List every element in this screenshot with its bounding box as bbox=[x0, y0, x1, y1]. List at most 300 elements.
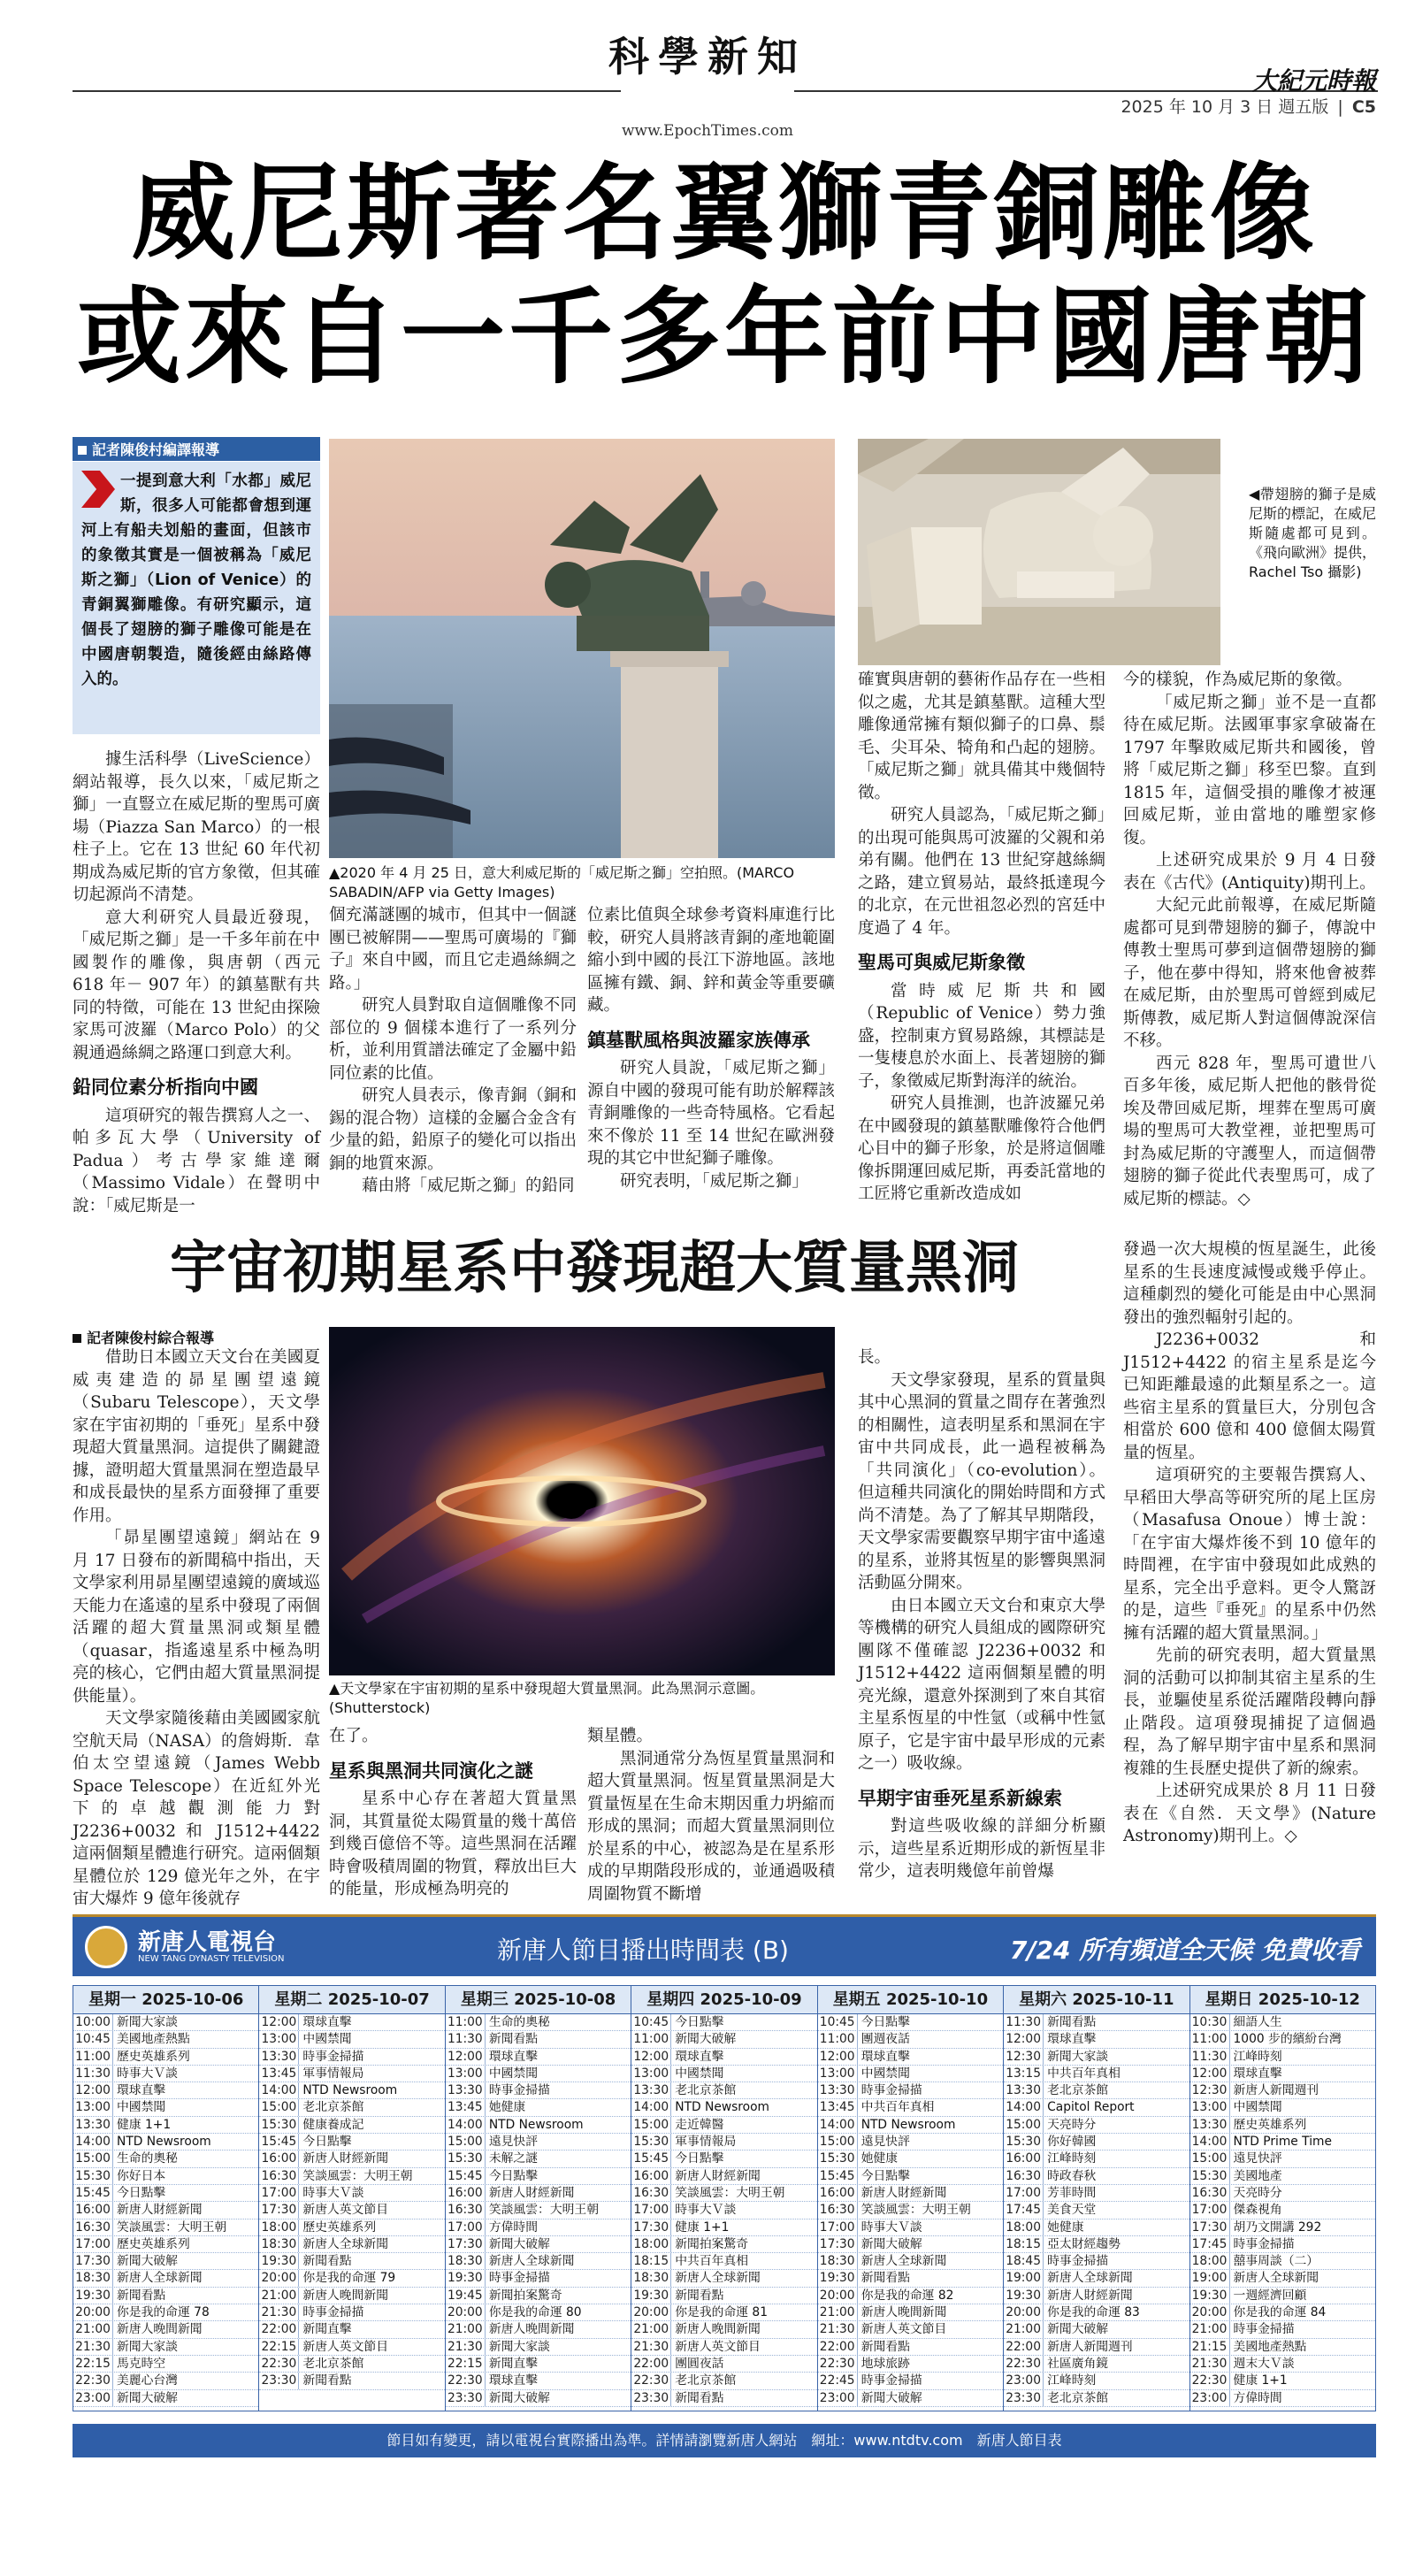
schedule-row bbox=[1004, 2049, 1189, 2066]
schedule-row bbox=[73, 2253, 258, 2270]
schedule-row bbox=[1190, 2270, 1375, 2287]
schedule-row bbox=[1190, 2220, 1375, 2236]
schedule-program: 你好韓國 bbox=[1047, 2135, 1097, 2150]
schedule-time: 22:30 bbox=[1004, 2356, 1044, 2372]
schedule-row bbox=[631, 2014, 816, 2031]
schedule-program: 軍事情報局 bbox=[302, 2066, 364, 2081]
schedule-row bbox=[73, 2168, 258, 2185]
schedule-day-header: 星期六 2025-10-11 bbox=[1004, 1986, 1189, 2014]
schedule-time: 17:00 bbox=[1004, 2185, 1044, 2201]
schedule-time: 15:30 bbox=[446, 2150, 486, 2166]
schedule-row bbox=[818, 2356, 1003, 2373]
schedule-row bbox=[818, 2066, 1003, 2082]
schedule-row bbox=[1190, 2339, 1375, 2356]
schedule-time: 15:30 bbox=[259, 2117, 299, 2133]
schedule-time: 23:30 bbox=[1004, 2390, 1044, 2406]
schedule-program: 時政春秋 bbox=[1047, 2168, 1097, 2183]
schedule-program: 你是我的命運 81 bbox=[675, 2305, 768, 2320]
schedule-row bbox=[446, 2082, 631, 2099]
schedule-row bbox=[1004, 2066, 1189, 2082]
schedule-program: 時事大Ｖ談 bbox=[117, 2066, 178, 2081]
schedule-row bbox=[818, 2117, 1003, 2134]
subhead: 鉛同位素分析指向中國 bbox=[73, 1077, 258, 1098]
schedule-row bbox=[446, 2339, 631, 2356]
schedule-program: NTD Newsroom bbox=[488, 2117, 584, 2132]
schedule-row bbox=[73, 2390, 258, 2407]
schedule-time: 18:30 bbox=[818, 2253, 858, 2269]
schedule-row bbox=[259, 2220, 444, 2236]
schedule-time: 22:30 bbox=[446, 2373, 486, 2388]
schedule-row bbox=[259, 2339, 444, 2356]
schedule-time: 17:30 bbox=[818, 2236, 858, 2252]
schedule-day-column bbox=[818, 1986, 1004, 2411]
schedule-row bbox=[1190, 2236, 1375, 2253]
schedule-program: 環球直擊 bbox=[488, 2373, 539, 2388]
schedule-day-column bbox=[1190, 1986, 1375, 2411]
article2-photo-caption: ▲天文學家在宇宙初期的星系中發現超大質量黑洞。此為黑洞示意圖。(Shutterstock) bbox=[329, 1680, 765, 1716]
schedule-time: 16:00 bbox=[259, 2150, 299, 2166]
schedule-row bbox=[1004, 2168, 1189, 2185]
schedule-program: 新唐人全球新聞 bbox=[675, 2271, 761, 2286]
schedule-program: 新唐人英文節目 bbox=[302, 2339, 388, 2354]
schedule-row bbox=[73, 2031, 258, 2048]
schedule-day-column bbox=[631, 1986, 817, 2411]
schedule-program: NTD Newsroom bbox=[117, 2135, 211, 2150]
schedule-time: 22:00 bbox=[631, 2356, 671, 2372]
black-hole-photo bbox=[329, 1327, 835, 1675]
schedule-program: 今日點擊 bbox=[860, 2015, 910, 2029]
schedule-program: 芳菲時間 bbox=[1047, 2185, 1097, 2200]
schedule-row bbox=[1190, 2253, 1375, 2270]
schedule-row bbox=[818, 2373, 1003, 2389]
schedule-time: 15:00 bbox=[1190, 2150, 1230, 2166]
schedule-program: 軍事情報局 bbox=[675, 2135, 737, 2150]
schedule-row bbox=[631, 2031, 816, 2048]
schedule-row bbox=[446, 2373, 631, 2389]
schedule-row bbox=[259, 2117, 444, 2134]
schedule-program: 新聞大破解 bbox=[488, 2390, 550, 2405]
schedule-row bbox=[1004, 2373, 1189, 2389]
paragraph: 天文學家發現，星系的質量與其中心黑洞的質量之間存在著強烈的相關性，這表明星系和黑洞在宇宙中共同成長，此一過程被稱為「共同演化」（co-evolution）。但這種共同演化的開始時間和方式尚不清楚。為了了解其早期階段，天文學家需要觀察早期宇宙中遙遠的星系，並將其恆星的影響與黑洞活動區分開來。 bbox=[858, 1370, 1105, 1592]
schedule-program: 笑談風雲：大明王朝 bbox=[302, 2168, 413, 2183]
schedule-day-header: 星期一 2025-10-06 bbox=[73, 1986, 258, 2014]
schedule-time: 14:00 bbox=[1004, 2099, 1044, 2115]
schedule-row bbox=[259, 2082, 444, 2099]
schedule-row bbox=[1190, 2150, 1375, 2167]
schedule-program: 亞太財經趨勢 bbox=[1047, 2236, 1121, 2251]
schedule-row bbox=[631, 2304, 816, 2321]
schedule-program: 新聞看點 bbox=[675, 2288, 724, 2303]
schedule-time: 21:30 bbox=[259, 2304, 299, 2320]
schedule-row bbox=[818, 2031, 1003, 2048]
schedule-time: 20:00 bbox=[1004, 2304, 1044, 2320]
photo2-caption: ◀帶翅膀的獅子是威尼斯的標記，在威尼斯隨處都可見到。《飛向歐洲》提供，Rachel Tso 攝影) bbox=[1249, 486, 1377, 580]
schedule-program: 中國禁聞 bbox=[117, 2100, 166, 2115]
paragraph: 對這些吸收線的詳細分析顯示，這些星系近期形成的新恆星非常少，這表明幾億年前曾爆 bbox=[858, 1817, 1105, 1881]
schedule-time: 10:45 bbox=[818, 2014, 858, 2030]
schedule-program: 中國禁聞 bbox=[1233, 2100, 1282, 2115]
article2-byline-text: 記者陳俊村綜合報導 bbox=[87, 1330, 215, 1346]
schedule-row bbox=[73, 2373, 258, 2389]
schedule-row bbox=[631, 2288, 816, 2304]
schedule-row bbox=[818, 2390, 1003, 2407]
schedule-time: 12:00 bbox=[818, 2049, 858, 2065]
schedule-time: 22:30 bbox=[818, 2356, 858, 2372]
schedule-time: 18:00 bbox=[259, 2220, 299, 2235]
schedule-program: 新聞大家談 bbox=[1047, 2049, 1109, 2064]
schedule-time: 15:30 bbox=[631, 2134, 671, 2150]
schedule-time: 12:00 bbox=[1004, 2031, 1044, 2047]
paragraph: 位素比值與全球參考資料庫進行比較，研究人員將該青銅的產地範圍縮小到中國的長江下游地區。該地區擁有鐵、銅、鋅和黃金等重要礦藏。 bbox=[587, 906, 835, 1015]
schedule-row bbox=[818, 2236, 1003, 2253]
schedule-program: 你是我的命運 80 bbox=[488, 2305, 582, 2320]
schedule-time: 12:00 bbox=[446, 2049, 486, 2065]
schedule-time: 21:15 bbox=[1190, 2339, 1230, 2355]
schedule-program: 新聞大破解 bbox=[117, 2254, 178, 2269]
schedule-time: 16:00 bbox=[631, 2168, 671, 2184]
schedule-program: 老北京茶館 bbox=[302, 2100, 364, 2115]
schedule-program: 她健康 bbox=[860, 2151, 899, 2166]
schedule-day-column bbox=[259, 1986, 445, 2411]
schedule-time: 14:00 bbox=[631, 2099, 671, 2115]
schedule-program: 時事金掃描 bbox=[302, 2305, 364, 2320]
schedule-program: 新聞大破解 bbox=[860, 2236, 922, 2251]
schedule-program: 環球直擊 bbox=[1233, 2066, 1282, 2081]
photo1-caption: ▲2020 年 4 月 25 日，意大利威尼斯的「威尼斯之獅」空拍照。(MARCO SABADIN/AFP via Getty Images) bbox=[329, 864, 795, 901]
schedule-time: 21:00 bbox=[73, 2321, 113, 2337]
schedule-time: 20:00 bbox=[818, 2288, 858, 2304]
schedule-program: 方偉時間 bbox=[488, 2220, 539, 2235]
schedule-time: 17:30 bbox=[631, 2220, 671, 2235]
schedule-time: 14:00 bbox=[446, 2117, 486, 2133]
schedule-time: 18:00 bbox=[631, 2236, 671, 2252]
schedule-row bbox=[73, 2304, 258, 2321]
schedule-time: 15:30 bbox=[1004, 2134, 1044, 2150]
article2-headline: 宇宙初期星系中發現超大質量黑洞 bbox=[170, 1236, 1019, 1301]
schedule-program: 新聞看點 bbox=[302, 2373, 352, 2388]
schedule-time: 21:30 bbox=[631, 2339, 671, 2355]
schedule-program: 新聞直擊 bbox=[302, 2322, 352, 2337]
schedule-time: 16:30 bbox=[1190, 2185, 1230, 2201]
schedule-row bbox=[446, 2236, 631, 2253]
schedule-time: 13:15 bbox=[1004, 2066, 1044, 2082]
schedule-time: 17:00 bbox=[818, 2220, 858, 2235]
schedule-row bbox=[259, 2150, 444, 2167]
schedule-program: 時事大Ｖ談 bbox=[675, 2203, 737, 2218]
schedule-program: 笑談風雲：大明王朝 bbox=[860, 2203, 971, 2218]
schedule-row bbox=[1004, 2288, 1189, 2304]
schedule-time: 15:45 bbox=[259, 2134, 299, 2150]
schedule-program: 老北京茶館 bbox=[675, 2373, 737, 2388]
schedule-program: 健康養成記 bbox=[302, 2117, 364, 2132]
schedule-row bbox=[73, 2082, 258, 2099]
schedule-time: 10:45 bbox=[631, 2014, 671, 2030]
schedule-row bbox=[446, 2270, 631, 2287]
schedule-program: 新唐人全球新聞 bbox=[302, 2236, 388, 2251]
schedule-time: 13:45 bbox=[259, 2066, 299, 2082]
article1-headline-1: 威尼斯著名翼獅青銅雕像 bbox=[130, 151, 1318, 274]
schedule-program: 今日點擊 bbox=[117, 2185, 166, 2200]
schedule-row bbox=[259, 2236, 444, 2253]
schedule-program: 美麗心台灣 bbox=[117, 2373, 178, 2388]
schedule-time: 15:00 bbox=[818, 2134, 858, 2150]
schedule-time: 23:00 bbox=[1190, 2390, 1230, 2406]
schedule-row bbox=[1190, 2099, 1375, 2116]
schedule-row bbox=[818, 2014, 1003, 2031]
schedule-time: 21:00 bbox=[1004, 2321, 1044, 2337]
schedule-row bbox=[1190, 2321, 1375, 2338]
schedule-row bbox=[446, 2288, 631, 2304]
schedule-row bbox=[73, 2339, 258, 2356]
schedule-row bbox=[446, 2168, 631, 2185]
schedule-program: 你是我的命運 82 bbox=[860, 2288, 954, 2303]
schedule-row bbox=[631, 2253, 816, 2270]
schedule-program: 健康 1+1 bbox=[117, 2117, 172, 2132]
schedule-time: 13:00 bbox=[446, 2066, 486, 2082]
schedule-time: 13:00 bbox=[73, 2099, 113, 2115]
schedule-time: 12:00 bbox=[73, 2082, 113, 2098]
subhead: 聖馬可與威尼斯象徵 bbox=[858, 952, 1025, 973]
paragraph: J2236+0032 和 J1512+4422 的宿主星系是迄今已知距離最遠的此類星系之一。這些宿主星系的質量巨大，分別包含相當於 600 億和 400 億個太陽質量的恆星。 bbox=[1123, 1330, 1376, 1462]
section-title: 科學新知 bbox=[608, 33, 807, 80]
schedule-program: 美食天堂 bbox=[1047, 2203, 1097, 2218]
paper-logo: 大紀元時報 bbox=[1251, 66, 1376, 96]
schedule-time: 12:30 bbox=[1190, 2082, 1230, 2098]
schedule-row bbox=[446, 2253, 631, 2270]
schedule-program: 新聞拍案驚奇 bbox=[488, 2288, 562, 2303]
schedule-program: 細語人生 bbox=[1233, 2015, 1282, 2029]
schedule-row bbox=[1004, 2339, 1189, 2356]
schedule-time: 22:00 bbox=[818, 2339, 858, 2355]
schedule-row bbox=[259, 2253, 444, 2270]
schedule-row bbox=[259, 2202, 444, 2219]
schedule-row bbox=[259, 2099, 444, 2116]
schedule-program: 新唐人英文節目 bbox=[860, 2322, 947, 2337]
schedule-program: 江峰時刻 bbox=[1233, 2049, 1282, 2064]
paragraph: 「昴星團望遠鏡」網站在 9 月 17 日發布的新聞稿中指出，天文學家利用昴星團望遠鏡的廣域巡天能力在遙遠的星系中發現了兩個活躍的超大質量黑洞或類星體（quasar，指遙遠星系中極為明亮的核心，它們由超大質量黑洞提供能量）。 bbox=[73, 1529, 320, 1706]
schedule-row bbox=[446, 2066, 631, 2082]
schedule-time: 23:30 bbox=[631, 2390, 671, 2406]
schedule-program: 方偉時間 bbox=[1233, 2390, 1282, 2405]
schedule-row bbox=[818, 2082, 1003, 2099]
schedule-program: 新唐人財經新聞 bbox=[117, 2203, 203, 2218]
schedule-row bbox=[73, 2185, 258, 2202]
schedule-program: 新唐人財經新聞 bbox=[860, 2185, 947, 2200]
schedule-row bbox=[73, 2014, 258, 2031]
schedule-row bbox=[631, 2373, 816, 2389]
schedule-time: 18:15 bbox=[631, 2253, 671, 2269]
schedule-time: 15:00 bbox=[73, 2150, 113, 2166]
schedule-program: 你是我的命運 84 bbox=[1233, 2305, 1327, 2320]
schedule-row bbox=[1004, 2031, 1189, 2048]
schedule-program: 新唐人新聞週刊 bbox=[1047, 2339, 1133, 2354]
schedule-row bbox=[1004, 2253, 1189, 2270]
schedule-program: 新聞大破解 bbox=[860, 2390, 922, 2405]
schedule-program: 新聞看點 bbox=[860, 2339, 910, 2354]
schedule-time: 23:30 bbox=[446, 2390, 486, 2406]
schedule-time: 15:30 bbox=[818, 2150, 858, 2166]
schedule-time: 16:00 bbox=[818, 2185, 858, 2201]
issue-date: 2025 年 10 月 3 日 週五版 bbox=[1121, 97, 1329, 117]
schedule-row bbox=[446, 2049, 631, 2066]
schedule-day-header: 星期二 2025-10-07 bbox=[259, 1986, 444, 2014]
schedule-row bbox=[1004, 2150, 1189, 2167]
schedule-day-header: 星期五 2025-10-10 bbox=[818, 1986, 1003, 2014]
ntd-logo: 新唐人電視台 bbox=[138, 1929, 277, 1956]
schedule-row bbox=[1190, 2373, 1375, 2389]
schedule-time: 16:30 bbox=[259, 2168, 299, 2184]
paragraph: 先前的研究表明，超大質量黑洞的活動可以抑制其宿主星系的生長，並驅使星系從活躍階段轉向靜止階段。這項發現捕捉了這個過程，為了解早期宇宙中星系和黑洞複雜的生長歷史提供了新的線索。 bbox=[1123, 1646, 1376, 1778]
schedule-program: 笑談風雲：大明王朝 bbox=[488, 2203, 600, 2218]
schedule-time: 22:30 bbox=[631, 2373, 671, 2388]
schedule-program: 遠見快評 bbox=[488, 2135, 539, 2150]
schedule-time: 20:00 bbox=[631, 2304, 671, 2320]
schedule-row bbox=[1004, 2185, 1189, 2202]
schedule-row bbox=[631, 2150, 816, 2167]
schedule-time: 15:30 bbox=[1190, 2168, 1230, 2184]
schedule-time: 17:00 bbox=[446, 2220, 486, 2235]
schedule-time: 17:30 bbox=[73, 2253, 113, 2269]
paragraph: 確實與唐朝的藝術作品存在一些相似之處，尤其是鎮墓獸。這種大型雕像通常擁有類似獅子的口鼻、鬃毛、尖耳朵、犄角和凸起的翅膀。「威尼斯之獅」就具備其中幾個特徵。 bbox=[858, 671, 1105, 802]
relief-lion-photo bbox=[858, 439, 1220, 665]
schedule-time: 22:45 bbox=[818, 2373, 858, 2388]
schedule-row bbox=[259, 2066, 444, 2082]
paragraph: 研究表明，「威尼斯之獅」 bbox=[620, 1171, 808, 1191]
schedule-row bbox=[73, 2117, 258, 2134]
schedule-program: 社區廣角鏡 bbox=[1047, 2356, 1109, 2371]
schedule-time: 13:00 bbox=[818, 2066, 858, 2082]
paragraph: 藉由將「威尼斯之獅」的鉛同 bbox=[362, 1177, 575, 1195]
schedule-time: 14:00 bbox=[818, 2117, 858, 2133]
schedule-row bbox=[1004, 2202, 1189, 2219]
paragraph: 大紀元此前報導，在威尼斯隨處都可見到帶翅膀的獅子，傳說中傳教士聖馬可夢到這個帶翅膀的獅子，他在夢中得知，將來他會被葬在威尼斯，由於聖馬可曾經到威尼斯傳教，威尼斯人對這個傳說深信不移。 bbox=[1123, 896, 1376, 1050]
schedule-row bbox=[1004, 2321, 1189, 2338]
schedule-day-header: 星期日 2025-10-12 bbox=[1190, 1986, 1375, 2014]
schedule-time: 19:30 bbox=[259, 2253, 299, 2269]
paragraph: 由日本國立天文台和東京大學等機構的研究人員組成的國際研究團隊不僅確認 J2236+0032 和 J1512+4422 這兩個類星體的明亮光線，還意外探測到了來自其宿主星系恆星的中性氫（或稱中性氫原子，它是宇宙中最早形成的元素之一）吸收線。 bbox=[858, 1596, 1105, 1773]
page-number: C5 bbox=[1351, 97, 1376, 117]
article1-lead: 一提到意大利「水都」威尼斯，很多人可能都會想到運河上有船夫划船的畫面，但該市的象徵其實是一個被稱為「威尼斯之獅」（Lion of Venice）的青銅翼獅雕像。有研究顯示，這個長了翅膀的獅子雕像可能是在中國唐朝製造，隨後經由絲路傳入的。 bbox=[81, 472, 311, 688]
paragraph: 研究人員對取自這個雕像不同部位的 9 個樣本進行了一系列分析，並利用質譜法確定了金屬中鉛同位素的比值。 bbox=[329, 996, 577, 1083]
schedule-title: 新唐人節目播出時間表 (B) bbox=[497, 1936, 789, 1965]
schedule-row bbox=[631, 2356, 816, 2373]
schedule-time: 10:30 bbox=[1190, 2014, 1230, 2030]
schedule-time: 11:00 bbox=[818, 2031, 858, 2047]
schedule-time: 19:30 bbox=[1004, 2288, 1044, 2304]
schedule-row bbox=[1004, 2117, 1189, 2134]
schedule-row bbox=[1190, 2185, 1375, 2202]
paragraph: 據生活科學（LiveScience）網站報導，長久以來，「威尼斯之獅」一直豎立在威尼斯的聖馬可廣場（Piazza San Marco）的一根柱子上。它在 13 世紀 60 年代初期成為威尼斯的官方象徵，但其確切起源尚不清楚。 bbox=[73, 750, 320, 904]
schedule-program: 新唐人晚間新聞 bbox=[860, 2305, 947, 2320]
schedule-program: 遠見快評 bbox=[1233, 2151, 1282, 2166]
schedule-row bbox=[631, 2390, 816, 2407]
schedule-row bbox=[818, 2339, 1003, 2356]
schedule-time: 16:30 bbox=[818, 2202, 858, 2218]
schedule-time: 14:00 bbox=[73, 2134, 113, 2150]
schedule-program: 今日點擊 bbox=[488, 2168, 539, 2183]
schedule-program: 今日點擊 bbox=[675, 2151, 724, 2166]
schedule-row bbox=[73, 2202, 258, 2219]
schedule-row bbox=[631, 2202, 816, 2219]
schedule-program: 新聞拍案驚奇 bbox=[675, 2236, 749, 2251]
schedule-row bbox=[818, 2304, 1003, 2321]
schedule-time: 13:30 bbox=[1004, 2082, 1044, 2098]
schedule-row bbox=[446, 2202, 631, 2219]
schedule-time: 15:45 bbox=[446, 2168, 486, 2184]
article2-col4 bbox=[858, 1346, 1105, 1883]
schedule-program: 新唐人晚間新聞 bbox=[117, 2322, 203, 2337]
schedule-time: 16:00 bbox=[1004, 2150, 1044, 2166]
schedule-time: 16:30 bbox=[1004, 2168, 1044, 2184]
schedule-row bbox=[73, 2270, 258, 2287]
schedule-row bbox=[73, 2049, 258, 2066]
schedule-time: 15:45 bbox=[818, 2168, 858, 2184]
schedule-program: 老北京茶館 bbox=[675, 2083, 737, 2098]
paragraph: 今的樣貌，作為威尼斯的象徵。 bbox=[1123, 671, 1353, 689]
schedule-row bbox=[631, 2134, 816, 2150]
site-url: www.EpochTimes.com bbox=[622, 122, 793, 140]
schedule-time: 23:00 bbox=[73, 2390, 113, 2406]
article2-col1 bbox=[73, 1346, 320, 1911]
article1-col3 bbox=[587, 904, 835, 1192]
schedule-row bbox=[73, 2321, 258, 2338]
schedule-program: 環球直擊 bbox=[302, 2015, 352, 2029]
schedule-program: 中國禁聞 bbox=[302, 2032, 352, 2047]
schedule-program: 新唐人財經新聞 bbox=[488, 2185, 575, 2200]
schedule-time: 18:30 bbox=[631, 2270, 671, 2286]
schedule-program: 中國禁聞 bbox=[488, 2066, 539, 2081]
schedule-program: 時事大Ｖ談 bbox=[860, 2220, 922, 2235]
paragraph: 個充滿謎團的城市，但其中一個謎團已被解開——聖馬可廣場的『獅子』來自中國，而且它走過絲綢之路。」 bbox=[329, 906, 577, 993]
schedule-program: 新唐人晚間新聞 bbox=[675, 2322, 761, 2337]
schedule-time: 11:00 bbox=[73, 2049, 113, 2065]
schedule-program: 新唐人全球新聞 bbox=[488, 2254, 575, 2269]
schedule-program: 新聞看點 bbox=[302, 2254, 352, 2269]
schedule-program: 老北京茶館 bbox=[1047, 2083, 1109, 2098]
schedule-program: 遠見快評 bbox=[860, 2135, 910, 2150]
schedule-time: 12:30 bbox=[1004, 2049, 1044, 2065]
schedule-program: NTD Newsroom bbox=[860, 2117, 956, 2132]
schedule-program: 團圓夜話 bbox=[675, 2356, 724, 2371]
schedule-row bbox=[259, 2168, 444, 2185]
schedule-program: 中國禁聞 bbox=[860, 2066, 910, 2081]
schedule-row bbox=[446, 2031, 631, 2048]
schedule-table bbox=[73, 1985, 1376, 2411]
schedule-program: 新唐人全球新聞 bbox=[117, 2271, 203, 2286]
schedule-row bbox=[1190, 2202, 1375, 2219]
schedule-program: 新唐人晚間新聞 bbox=[302, 2288, 388, 2303]
schedule-program: 新聞看點 bbox=[117, 2288, 166, 2303]
schedule-program: 天亮時分 bbox=[1233, 2185, 1282, 2200]
paragraph: 意大利研究人員最近發現，「威尼斯之獅」是一千多年前在中國製作的雕像，與唐朝（西元 618 年－ 907 年）的鎮墓獸有共同的特徵，可能在 13 世紀由探險家馬可波羅（Marco Polo）的父親通過絲綢之路運口到意大利。 bbox=[73, 908, 320, 1062]
schedule-program: 她健康 bbox=[488, 2100, 526, 2115]
ntd-banner bbox=[73, 1914, 1376, 1976]
schedule-row bbox=[1190, 2031, 1375, 2048]
schedule-program: 中共百年真相 bbox=[675, 2254, 749, 2269]
paragraph: 上述研究成果於 9 月 4 日發表在《古代》(Antiquity)期刊上。 bbox=[1123, 851, 1376, 893]
schedule-time: 19:30 bbox=[631, 2288, 671, 2304]
schedule-program: 生命的奧秘 bbox=[117, 2151, 178, 2166]
schedule-row bbox=[73, 2220, 258, 2236]
schedule-program: 時事金掃描 bbox=[860, 2083, 922, 2098]
schedule-program: NTD Prime Time bbox=[1233, 2135, 1332, 2150]
schedule-program: 新聞直擊 bbox=[488, 2356, 539, 2371]
schedule-time: 18:30 bbox=[446, 2253, 486, 2269]
schedule-row bbox=[446, 2099, 631, 2116]
schedule-time: 22:00 bbox=[259, 2321, 299, 2337]
article1-byline-text: 記者陳俊村編譯報導 bbox=[92, 441, 220, 458]
schedule-time: 21:00 bbox=[818, 2304, 858, 2320]
